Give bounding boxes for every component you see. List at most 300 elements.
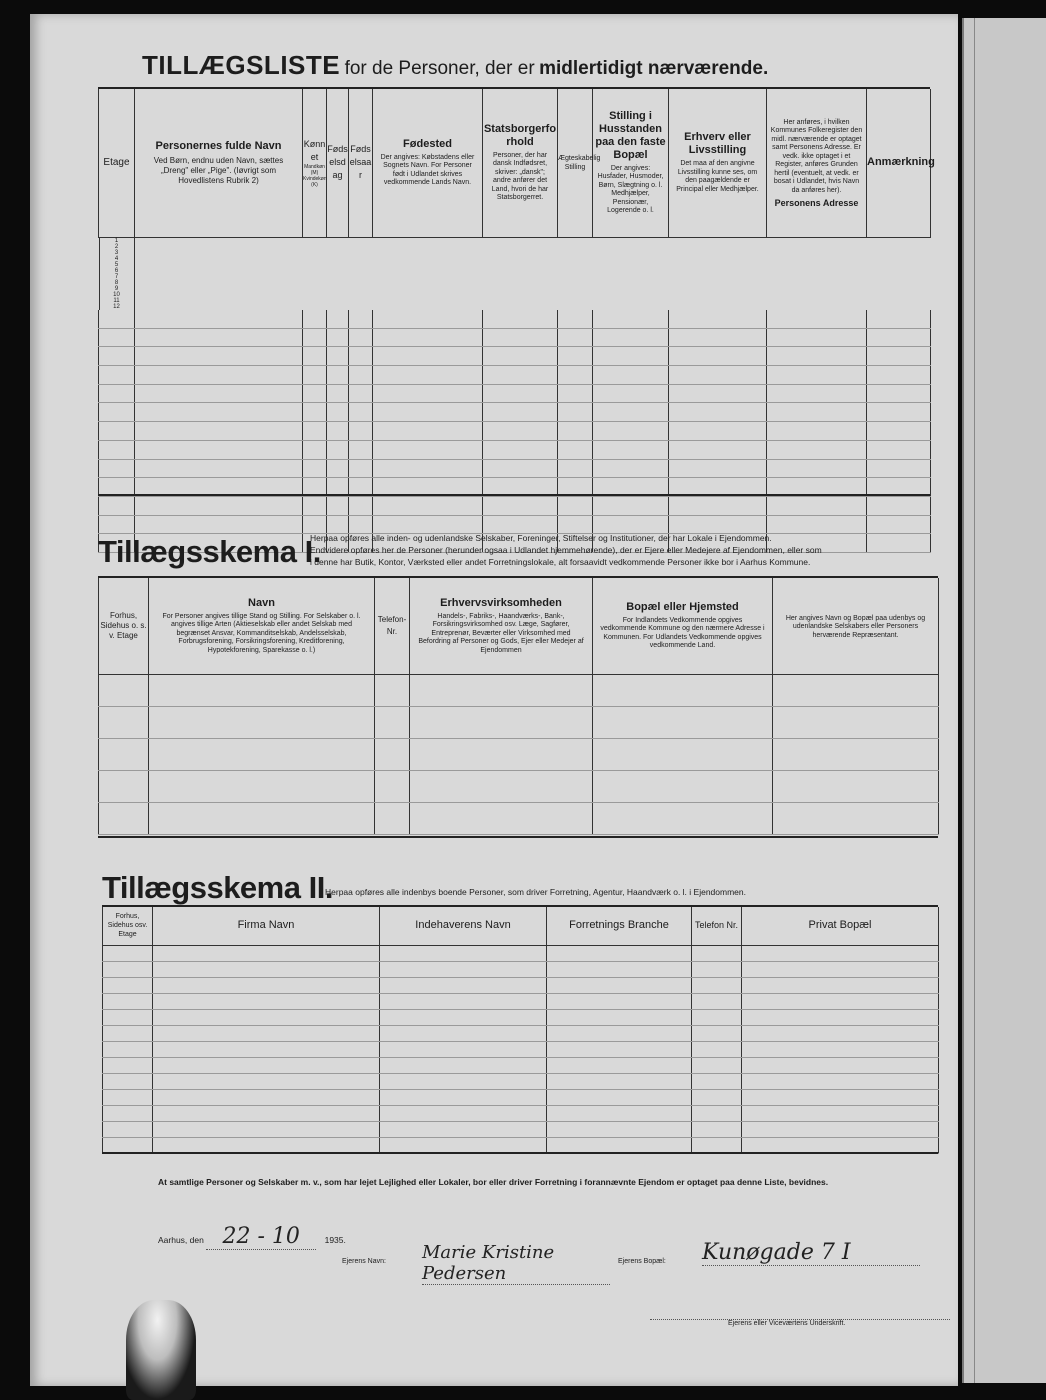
table-cell[interactable] xyxy=(593,440,669,459)
table-row xyxy=(103,993,939,1009)
table-cell[interactable] xyxy=(547,977,692,993)
table-cell[interactable] xyxy=(692,1105,742,1121)
table-cell[interactable] xyxy=(327,496,349,515)
table-cell[interactable] xyxy=(669,459,767,478)
rule-skema2-bottom xyxy=(102,1152,938,1154)
table-cell[interactable] xyxy=(593,403,669,422)
table-cell[interactable] xyxy=(483,310,558,329)
table-cell[interactable] xyxy=(547,1041,692,1057)
table-cell[interactable] xyxy=(149,706,375,738)
table-cell[interactable] xyxy=(767,310,867,329)
table-cell[interactable] xyxy=(303,403,327,422)
table-cell[interactable] xyxy=(103,1041,153,1057)
table-cell[interactable] xyxy=(483,384,558,403)
table-cell[interactable] xyxy=(692,1057,742,1073)
table-cell[interactable] xyxy=(303,440,327,459)
table-cell[interactable] xyxy=(380,1057,547,1073)
table-cell[interactable] xyxy=(153,1041,380,1057)
table-row xyxy=(99,366,931,385)
table-cell[interactable] xyxy=(867,496,931,515)
table-cell[interactable] xyxy=(135,347,303,366)
table-cell[interactable] xyxy=(99,496,135,515)
table-cell[interactable] xyxy=(669,328,767,347)
table-cell[interactable] xyxy=(483,459,558,478)
table-row xyxy=(103,961,939,977)
table-cell[interactable] xyxy=(327,384,349,403)
table-cell[interactable] xyxy=(373,440,483,459)
skema1-intro xyxy=(310,532,950,568)
table-cell[interactable] xyxy=(483,515,558,534)
table-cell[interactable] xyxy=(692,1009,742,1025)
table-cell[interactable] xyxy=(103,1121,153,1137)
table-cell[interactable] xyxy=(373,328,483,347)
table-row xyxy=(99,440,931,459)
table-cell[interactable] xyxy=(380,1105,547,1121)
table-cell[interactable] xyxy=(373,347,483,366)
table-cell[interactable] xyxy=(303,384,327,403)
table-cell[interactable] xyxy=(410,674,593,706)
table-cell[interactable] xyxy=(558,496,593,515)
table-cell[interactable] xyxy=(483,496,558,515)
table-row xyxy=(99,738,939,770)
table-row xyxy=(103,1105,939,1121)
table-cell[interactable] xyxy=(547,1121,692,1137)
table-cell[interactable] xyxy=(593,459,669,478)
table-cell[interactable] xyxy=(380,945,547,961)
table-cell[interactable] xyxy=(380,993,547,1009)
table-cell[interactable] xyxy=(380,1041,547,1057)
tillaegsliste-table xyxy=(98,89,935,553)
table-cell[interactable] xyxy=(593,674,773,706)
table-cell[interactable] xyxy=(547,1057,692,1073)
table-cell[interactable] xyxy=(99,459,135,478)
table-cell[interactable] xyxy=(153,1057,380,1073)
s2-col-indehaver: Indehaverens Navn xyxy=(380,907,547,945)
table-cell[interactable] xyxy=(349,403,373,422)
table-row xyxy=(99,403,931,422)
table-cell[interactable] xyxy=(153,1009,380,1025)
skema1-title: Tillægsskema I. xyxy=(98,534,321,569)
table-row xyxy=(99,459,931,478)
col-navn: Personernes fulde Navn Ved Børn, endnu uden Navn, sættes „Dreng" eller „Pige". (Iøvrigt som Hovedlistens Rubrik 2) xyxy=(135,89,303,237)
table-cell[interactable] xyxy=(692,993,742,1009)
table-cell[interactable] xyxy=(327,440,349,459)
table-cell[interactable] xyxy=(867,347,931,366)
table-cell[interactable] xyxy=(375,706,410,738)
table-cell[interactable] xyxy=(327,366,349,385)
table-cell[interactable] xyxy=(742,961,939,977)
table-cell[interactable] xyxy=(380,1137,547,1153)
table-cell[interactable] xyxy=(349,347,373,366)
table-cell[interactable] xyxy=(867,459,931,478)
table-cell[interactable] xyxy=(692,1089,742,1105)
table-cell[interactable] xyxy=(742,1073,939,1089)
table-cell[interactable] xyxy=(135,384,303,403)
col-num-7: 7 xyxy=(99,274,135,280)
table-cell[interactable] xyxy=(153,1025,380,1041)
table-row xyxy=(103,1089,939,1105)
table-cell[interactable] xyxy=(149,674,375,706)
title-bold-2: midlertidigt nærværende. xyxy=(539,58,769,79)
table-cell[interactable] xyxy=(767,347,867,366)
table-cell[interactable] xyxy=(742,1121,939,1137)
table-cell[interactable] xyxy=(349,440,373,459)
table-cell[interactable] xyxy=(483,328,558,347)
table-cell[interactable] xyxy=(767,403,867,422)
table-cell[interactable] xyxy=(349,422,373,441)
table-cell[interactable] xyxy=(327,328,349,347)
table-cell[interactable] xyxy=(380,1089,547,1105)
table-cell[interactable] xyxy=(547,993,692,1009)
table-cell[interactable] xyxy=(767,328,867,347)
table-cell[interactable] xyxy=(153,961,380,977)
rule-tillaegsliste-bottom xyxy=(98,494,930,496)
s2-col-privat-bopael: Privat Bopæl xyxy=(742,907,939,945)
table-cell[interactable] xyxy=(135,403,303,422)
table-cell[interactable] xyxy=(593,770,773,802)
table-cell[interactable] xyxy=(99,422,135,441)
table-cell[interactable] xyxy=(135,422,303,441)
table-cell[interactable] xyxy=(669,366,767,385)
table-cell[interactable] xyxy=(103,1137,153,1153)
table-cell[interactable] xyxy=(380,961,547,977)
table-cell[interactable] xyxy=(767,515,867,534)
table-cell[interactable] xyxy=(692,1121,742,1137)
table-row xyxy=(99,706,939,738)
table-cell[interactable] xyxy=(99,802,149,834)
table-cell[interactable] xyxy=(327,422,349,441)
table-cell[interactable] xyxy=(410,802,593,834)
table-cell[interactable] xyxy=(593,347,669,366)
table-cell[interactable] xyxy=(773,738,939,770)
table-cell[interactable] xyxy=(135,440,303,459)
table-cell[interactable] xyxy=(547,1025,692,1041)
date-line xyxy=(158,1224,346,1250)
table-cell[interactable] xyxy=(742,1009,939,1025)
table-cell[interactable] xyxy=(410,738,593,770)
date-handwritten: 22 - 10 xyxy=(206,1224,316,1250)
table-cell[interactable] xyxy=(303,366,327,385)
table-cell[interactable] xyxy=(99,328,135,347)
table-cell[interactable] xyxy=(103,977,153,993)
s1-col-bopael: Bopæl eller Hjemsted For Indlandets Vedkommende opgives vedkommende Kommune og den nærmere Adresse i Kommunen. For Udlandets Vedkommende opgives vedkommende Land. xyxy=(593,578,773,674)
table-cell[interactable] xyxy=(135,328,303,347)
table-row xyxy=(103,1057,939,1073)
table-cell[interactable] xyxy=(410,770,593,802)
table-cell[interactable] xyxy=(558,515,593,534)
owner-address-label: Ejerens Bopæl: xyxy=(618,1258,666,1265)
table-cell[interactable] xyxy=(867,440,931,459)
table-cell[interactable] xyxy=(867,366,931,385)
table-cell[interactable] xyxy=(742,977,939,993)
col-foedselsaar: Fødselsaar xyxy=(349,89,373,237)
skema2-title: Tillægsskema II. xyxy=(102,870,333,905)
s1-col-navn: Navn For Personer angives tillige Stand og Stilling. For Selskaber o. l. angives tillige Arten (Aktieselskab eller andet Selskab med begrænset Ansvar, Kommanditselskab, Andelsselskab, Forbrugsforening, Forsikringsforening, Kreditforening, Hypotekforening, Sparekasse o. l.) xyxy=(149,578,375,674)
table-cell[interactable] xyxy=(103,1105,153,1121)
table-cell[interactable] xyxy=(303,328,327,347)
table-cell[interactable] xyxy=(767,496,867,515)
tillaegsliste-number-row xyxy=(99,237,931,310)
table-cell[interactable] xyxy=(742,1089,939,1105)
col-foedselsdag: Fødselsdag xyxy=(327,89,349,237)
table-cell[interactable] xyxy=(153,993,380,1009)
table-cell[interactable] xyxy=(558,403,593,422)
table-cell[interactable] xyxy=(99,310,135,329)
table-cell[interactable] xyxy=(153,977,380,993)
col-anmaerkning: Anmærkning xyxy=(867,89,931,237)
col-num-10: 10 xyxy=(99,292,135,298)
skema1-header-row xyxy=(99,578,939,674)
table-cell[interactable] xyxy=(373,310,483,329)
table-cell[interactable] xyxy=(149,802,375,834)
table-cell[interactable] xyxy=(349,515,373,534)
table-cell[interactable] xyxy=(483,440,558,459)
table-cell[interactable] xyxy=(692,945,742,961)
table-cell[interactable] xyxy=(373,515,483,534)
table-cell[interactable] xyxy=(103,1089,153,1105)
table-cell[interactable] xyxy=(327,403,349,422)
table-cell[interactable] xyxy=(558,440,593,459)
table-cell[interactable] xyxy=(773,674,939,706)
table-cell[interactable] xyxy=(99,347,135,366)
table-cell[interactable] xyxy=(767,384,867,403)
table-cell[interactable] xyxy=(692,1137,742,1153)
table-cell[interactable] xyxy=(593,706,773,738)
table-cell[interactable] xyxy=(547,1137,692,1153)
table-cell[interactable] xyxy=(149,738,375,770)
table-cell[interactable] xyxy=(99,706,149,738)
adjacent-page-edge xyxy=(962,18,1046,1383)
table-cell[interactable] xyxy=(303,310,327,329)
table-cell[interactable] xyxy=(692,1073,742,1089)
table-cell[interactable] xyxy=(153,1089,380,1105)
col-stilling-husstand: Stilling i Husstanden paa den faste Bopæl Der angives: Husfader, Husmoder, Børn, Slægtning o. l. Medhjælper, Pensionær, Logerende o. l. xyxy=(593,89,669,237)
table-cell[interactable] xyxy=(349,459,373,478)
table-cell[interactable] xyxy=(767,422,867,441)
table-cell[interactable] xyxy=(692,1041,742,1057)
col-koen: Kønnet Mandkøn (M) Kvindekøn (K) xyxy=(303,89,327,237)
table-cell[interactable] xyxy=(547,1009,692,1025)
table-row xyxy=(103,1137,939,1153)
table-cell[interactable] xyxy=(303,496,327,515)
table-cell[interactable] xyxy=(867,422,931,441)
table-cell[interactable] xyxy=(767,459,867,478)
table-cell[interactable] xyxy=(135,366,303,385)
table-cell[interactable] xyxy=(483,347,558,366)
table-cell[interactable] xyxy=(303,459,327,478)
table-cell[interactable] xyxy=(692,1025,742,1041)
table-cell[interactable] xyxy=(867,515,931,534)
col-aegteskabelig: Ægteskabelig Stilling xyxy=(558,89,593,237)
table-cell[interactable] xyxy=(410,706,593,738)
s2-col-telefon: Telefon Nr. xyxy=(692,907,742,945)
table-cell[interactable] xyxy=(773,706,939,738)
table-cell[interactable] xyxy=(103,1073,153,1089)
table-cell[interactable] xyxy=(742,1041,939,1057)
table-cell[interactable] xyxy=(153,1105,380,1121)
table-cell[interactable] xyxy=(558,366,593,385)
table-cell[interactable] xyxy=(547,1105,692,1121)
table-cell[interactable] xyxy=(103,945,153,961)
table-cell[interactable] xyxy=(773,802,939,834)
table-cell[interactable] xyxy=(669,310,767,329)
skema1-intro-line-2: Endvidere opføres her de Personer (herunder ogsaa i Udlandet hjemmehørende), der er Ejere eller Medejere af Ejendommen, eller som xyxy=(310,545,822,555)
skema1-table xyxy=(98,578,939,835)
city-label: Aarhus, den xyxy=(158,1235,204,1245)
table-cell[interactable] xyxy=(327,347,349,366)
table-cell[interactable] xyxy=(327,459,349,478)
table-cell[interactable] xyxy=(153,945,380,961)
table-cell[interactable] xyxy=(742,1105,939,1121)
table-cell[interactable] xyxy=(380,1025,547,1041)
table-cell[interactable] xyxy=(375,738,410,770)
table-cell[interactable] xyxy=(558,310,593,329)
table-cell[interactable] xyxy=(375,770,410,802)
table-cell[interactable] xyxy=(149,770,375,802)
col-etage: Etage xyxy=(99,89,135,237)
table-cell[interactable] xyxy=(593,422,669,441)
table-cell[interactable] xyxy=(373,366,483,385)
table-cell[interactable] xyxy=(99,674,149,706)
table-cell[interactable] xyxy=(99,515,135,534)
table-cell[interactable] xyxy=(692,977,742,993)
year: 1935. xyxy=(324,1235,346,1245)
table-cell[interactable] xyxy=(669,403,767,422)
col-adresse: Her anføres, i hvilken Kommunes Folkeregister den midl. nærværende er optaget samt Personens Adresse. Er vedk. ikke optaget i et Register, anføres Grunden hertil (eventuelt, at vedk. er bosat i Udlandet, hvis Navn da anføres her). Personens Adresse xyxy=(767,89,867,237)
col-foedested: Fødested Der angives: Købstadens eller Sognets Navn. For Personer født i Udlandet skrives vedkommende Lands Navn. xyxy=(373,89,483,237)
table-cell[interactable] xyxy=(135,459,303,478)
s2-col-etage: Forhus, Sidehus osv. Etage xyxy=(103,907,153,945)
table-cell[interactable] xyxy=(593,328,669,347)
table-row xyxy=(103,977,939,993)
table-cell[interactable] xyxy=(380,977,547,993)
table-cell[interactable] xyxy=(593,310,669,329)
table-cell[interactable] xyxy=(99,403,135,422)
table-cell[interactable] xyxy=(742,1025,939,1041)
table-cell[interactable] xyxy=(380,1009,547,1025)
table-cell[interactable] xyxy=(593,384,669,403)
table-cell[interactable] xyxy=(558,384,593,403)
owner-name-handwritten: Marie Kristine Pedersen xyxy=(422,1242,610,1285)
table-cell[interactable] xyxy=(103,993,153,1009)
table-cell[interactable] xyxy=(593,802,773,834)
table-cell[interactable] xyxy=(483,366,558,385)
table-cell[interactable] xyxy=(558,347,593,366)
table-cell[interactable] xyxy=(692,961,742,977)
table-cell[interactable] xyxy=(547,961,692,977)
table-cell[interactable] xyxy=(867,310,931,329)
table-cell[interactable] xyxy=(742,945,939,961)
table-cell[interactable] xyxy=(867,328,931,347)
skema1-body xyxy=(99,674,939,834)
table-cell[interactable] xyxy=(669,347,767,366)
table-cell[interactable] xyxy=(327,515,349,534)
table-cell[interactable] xyxy=(867,384,931,403)
table-cell[interactable] xyxy=(303,347,327,366)
table-cell[interactable] xyxy=(767,366,867,385)
table-cell[interactable] xyxy=(303,422,327,441)
table-cell[interactable] xyxy=(135,310,303,329)
table-cell[interactable] xyxy=(373,496,483,515)
table-cell[interactable] xyxy=(867,403,931,422)
col-num-2: 2 xyxy=(99,244,135,250)
table-cell[interactable] xyxy=(99,770,149,802)
table-cell[interactable] xyxy=(669,515,767,534)
table-row xyxy=(99,674,939,706)
table-cell[interactable] xyxy=(153,1121,380,1137)
table-cell[interactable] xyxy=(349,328,373,347)
table-cell[interactable] xyxy=(593,515,669,534)
table-cell[interactable] xyxy=(547,1073,692,1089)
table-cell[interactable] xyxy=(103,1025,153,1041)
table-cell[interactable] xyxy=(375,802,410,834)
table-cell[interactable] xyxy=(593,738,773,770)
table-cell[interactable] xyxy=(742,1057,939,1073)
table-cell[interactable] xyxy=(547,945,692,961)
table-cell[interactable] xyxy=(669,496,767,515)
signature-label: Ejerens eller Viceværtens Underskrift. xyxy=(728,1320,846,1327)
table-cell[interactable] xyxy=(349,496,373,515)
table-cell[interactable] xyxy=(135,515,303,534)
table-cell[interactable] xyxy=(558,422,593,441)
table-cell[interactable] xyxy=(669,440,767,459)
table-cell[interactable] xyxy=(327,310,349,329)
table-cell[interactable] xyxy=(153,1073,380,1089)
table-cell[interactable] xyxy=(742,1137,939,1153)
table-cell[interactable] xyxy=(373,459,483,478)
table-cell[interactable] xyxy=(773,770,939,802)
table-row xyxy=(99,422,931,441)
table-cell[interactable] xyxy=(380,1073,547,1089)
table-cell[interactable] xyxy=(558,459,593,478)
table-row xyxy=(103,1009,939,1025)
table-cell[interactable] xyxy=(103,1057,153,1073)
table-cell[interactable] xyxy=(380,1121,547,1137)
table-cell[interactable] xyxy=(349,384,373,403)
table-cell[interactable] xyxy=(669,384,767,403)
table-cell[interactable] xyxy=(742,993,939,1009)
table-cell[interactable] xyxy=(99,738,149,770)
table-cell[interactable] xyxy=(135,496,303,515)
table-cell[interactable] xyxy=(593,496,669,515)
col-erhverv: Erhverv eller Livsstilling Det maa af den angivne Livsstilling kunne ses, om den paagældende er Principal eller Medhjælper. xyxy=(669,89,767,237)
s1-col-telefon: Telefon-Nr. xyxy=(375,578,410,674)
table-cell[interactable] xyxy=(483,422,558,441)
table-cell[interactable] xyxy=(375,674,410,706)
table-cell[interactable] xyxy=(303,515,327,534)
thumb-shadow xyxy=(126,1300,196,1400)
table-cell[interactable] xyxy=(373,422,483,441)
table-cell[interactable] xyxy=(669,422,767,441)
table-row xyxy=(99,802,939,834)
table-cell[interactable] xyxy=(373,403,483,422)
table-cell[interactable] xyxy=(153,1137,380,1153)
table-cell[interactable] xyxy=(349,310,373,329)
table-cell[interactable] xyxy=(373,384,483,403)
table-cell[interactable] xyxy=(593,366,669,385)
table-cell[interactable] xyxy=(483,403,558,422)
table-row xyxy=(99,770,939,802)
table-cell[interactable] xyxy=(103,1009,153,1025)
table-cell[interactable] xyxy=(767,440,867,459)
table-cell[interactable] xyxy=(99,384,135,403)
table-cell[interactable] xyxy=(547,1089,692,1105)
table-cell[interactable] xyxy=(103,961,153,977)
table-cell[interactable] xyxy=(558,328,593,347)
table-cell[interactable] xyxy=(99,440,135,459)
table-cell[interactable] xyxy=(99,366,135,385)
table-cell[interactable] xyxy=(349,366,373,385)
